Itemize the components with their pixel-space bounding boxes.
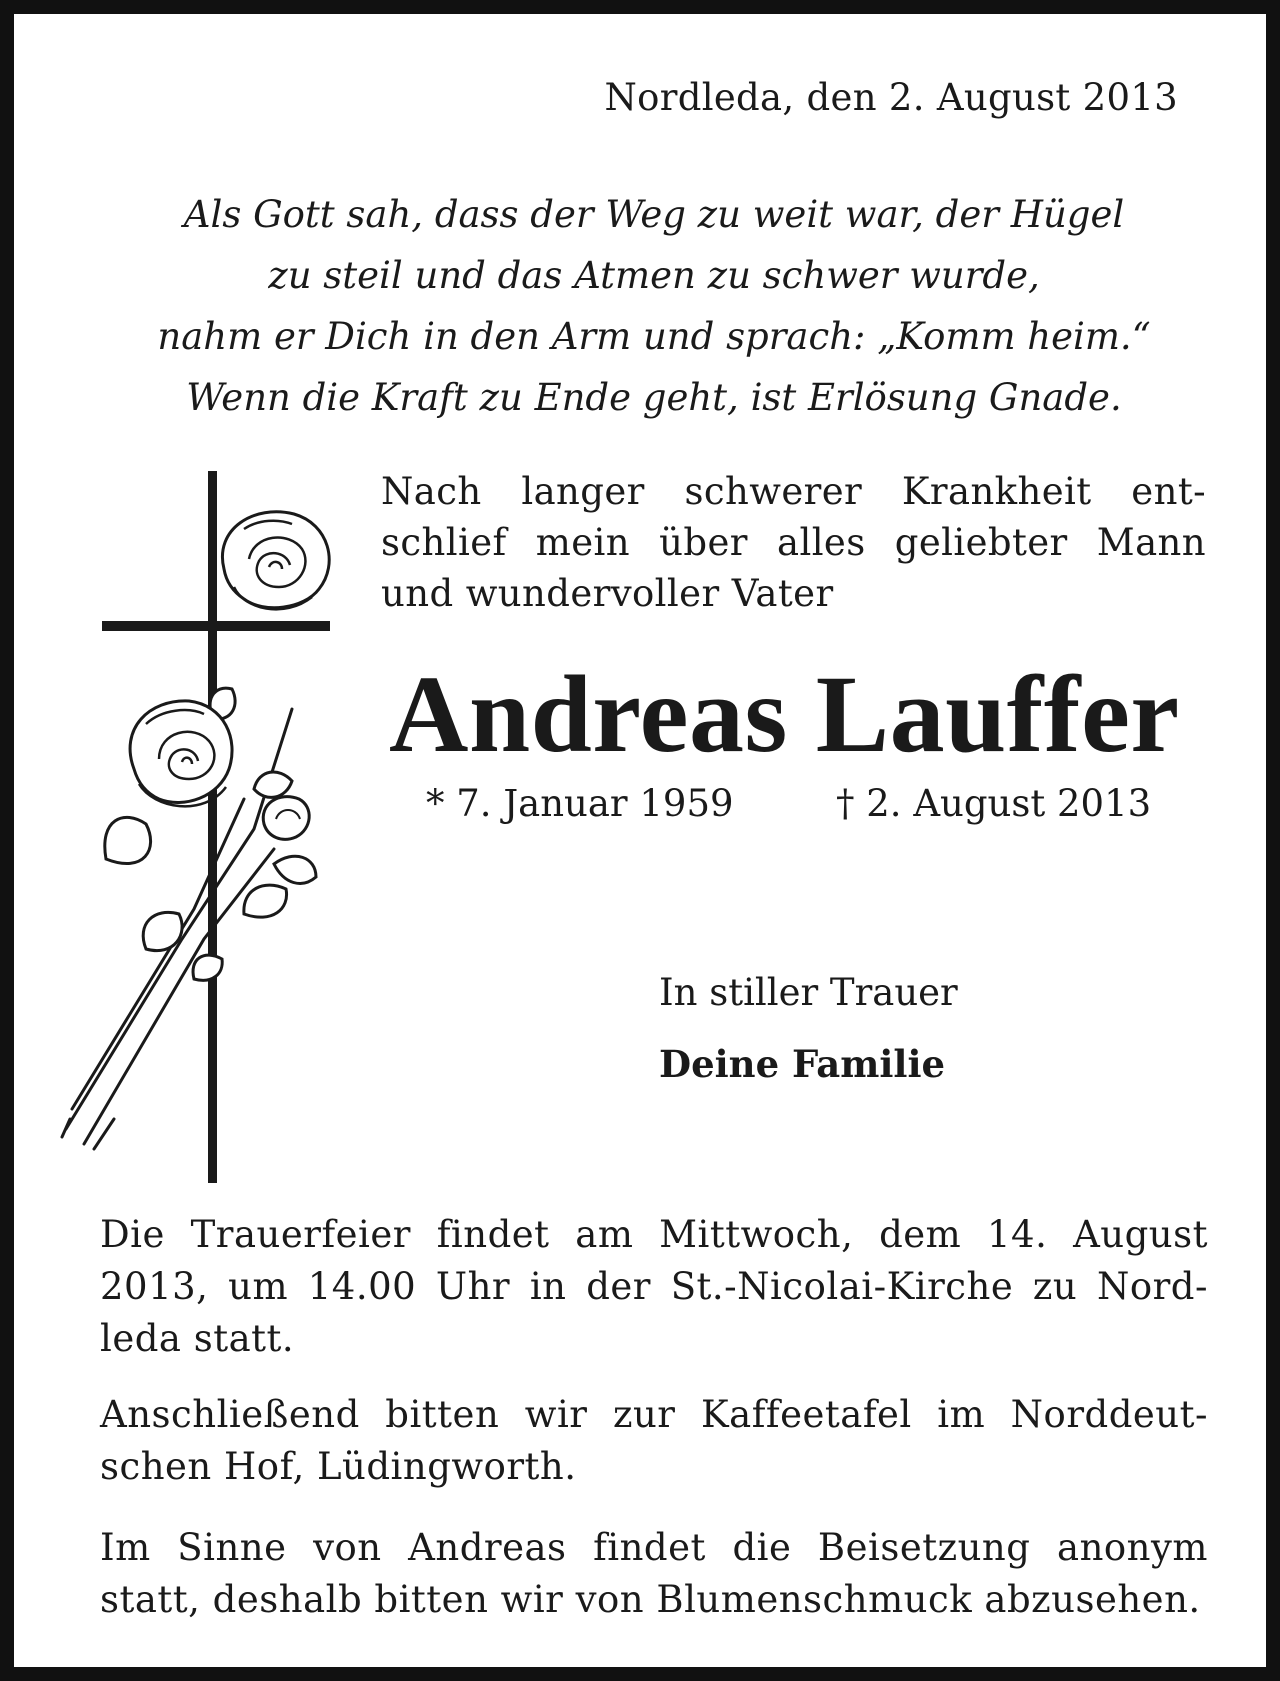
- intro-line: Nach langer schwerer Krankheit ent-: [381, 470, 1206, 513]
- paragraph-line: Im Sinne von Andreas findet die Beisetzung anonym: [100, 1526, 1208, 1569]
- intro-line: und wundervoller Vater: [381, 572, 834, 615]
- reception-paragraph: [100, 1389, 1208, 1493]
- birth-date: * 7. Januar 1959: [426, 782, 734, 825]
- paragraph-line: statt, deshalb bitten wir von Blumenschmuck abzusehen.: [100, 1578, 1201, 1621]
- intro-text: [381, 466, 1206, 619]
- family-signature: Deine Familie: [659, 1042, 946, 1086]
- paragraph-line: Anschließend bitten wir zur Kaffeetafel im Norddeut-: [100, 1393, 1208, 1436]
- intro-line: schlief mein über alles geliebter Mann: [381, 521, 1206, 564]
- place-date: Nordleda, den 2. August 2013: [604, 76, 1178, 119]
- death-date: † 2. August 2013: [836, 782, 1152, 825]
- paragraph-line: 2013, um 14.00 Uhr in der St.-Nicolai-Kirche zu Nord-: [100, 1265, 1208, 1308]
- poem-line: nahm er Dich in den Arm und sprach: „Komm heim.“: [157, 315, 1151, 358]
- burial-paragraph: [100, 1522, 1208, 1626]
- poem-line: zu steil und das Atmen zu schwer wurde,: [268, 254, 1040, 297]
- poem: [102, 184, 1206, 428]
- mourning-line: In stiller Trauer: [659, 971, 958, 1014]
- paragraph-line: schen Hof, Lüdingworth.: [100, 1445, 577, 1488]
- cross-with-roses-icon: [54, 469, 354, 1189]
- paragraph-line: Die Trauerfeier findet am Mittwoch, dem 14. August: [100, 1213, 1208, 1256]
- poem-line: Wenn die Kraft zu Ende geht, ist Erlösung Gnade.: [186, 376, 1122, 419]
- poem-line: Als Gott sah, dass der Weg zu weit war, der Hügel: [183, 193, 1125, 236]
- paragraph-line: leda statt.: [100, 1317, 295, 1360]
- funeral-service-paragraph: [100, 1209, 1208, 1365]
- deceased-name: Andreas Lauffer: [389, 653, 1180, 775]
